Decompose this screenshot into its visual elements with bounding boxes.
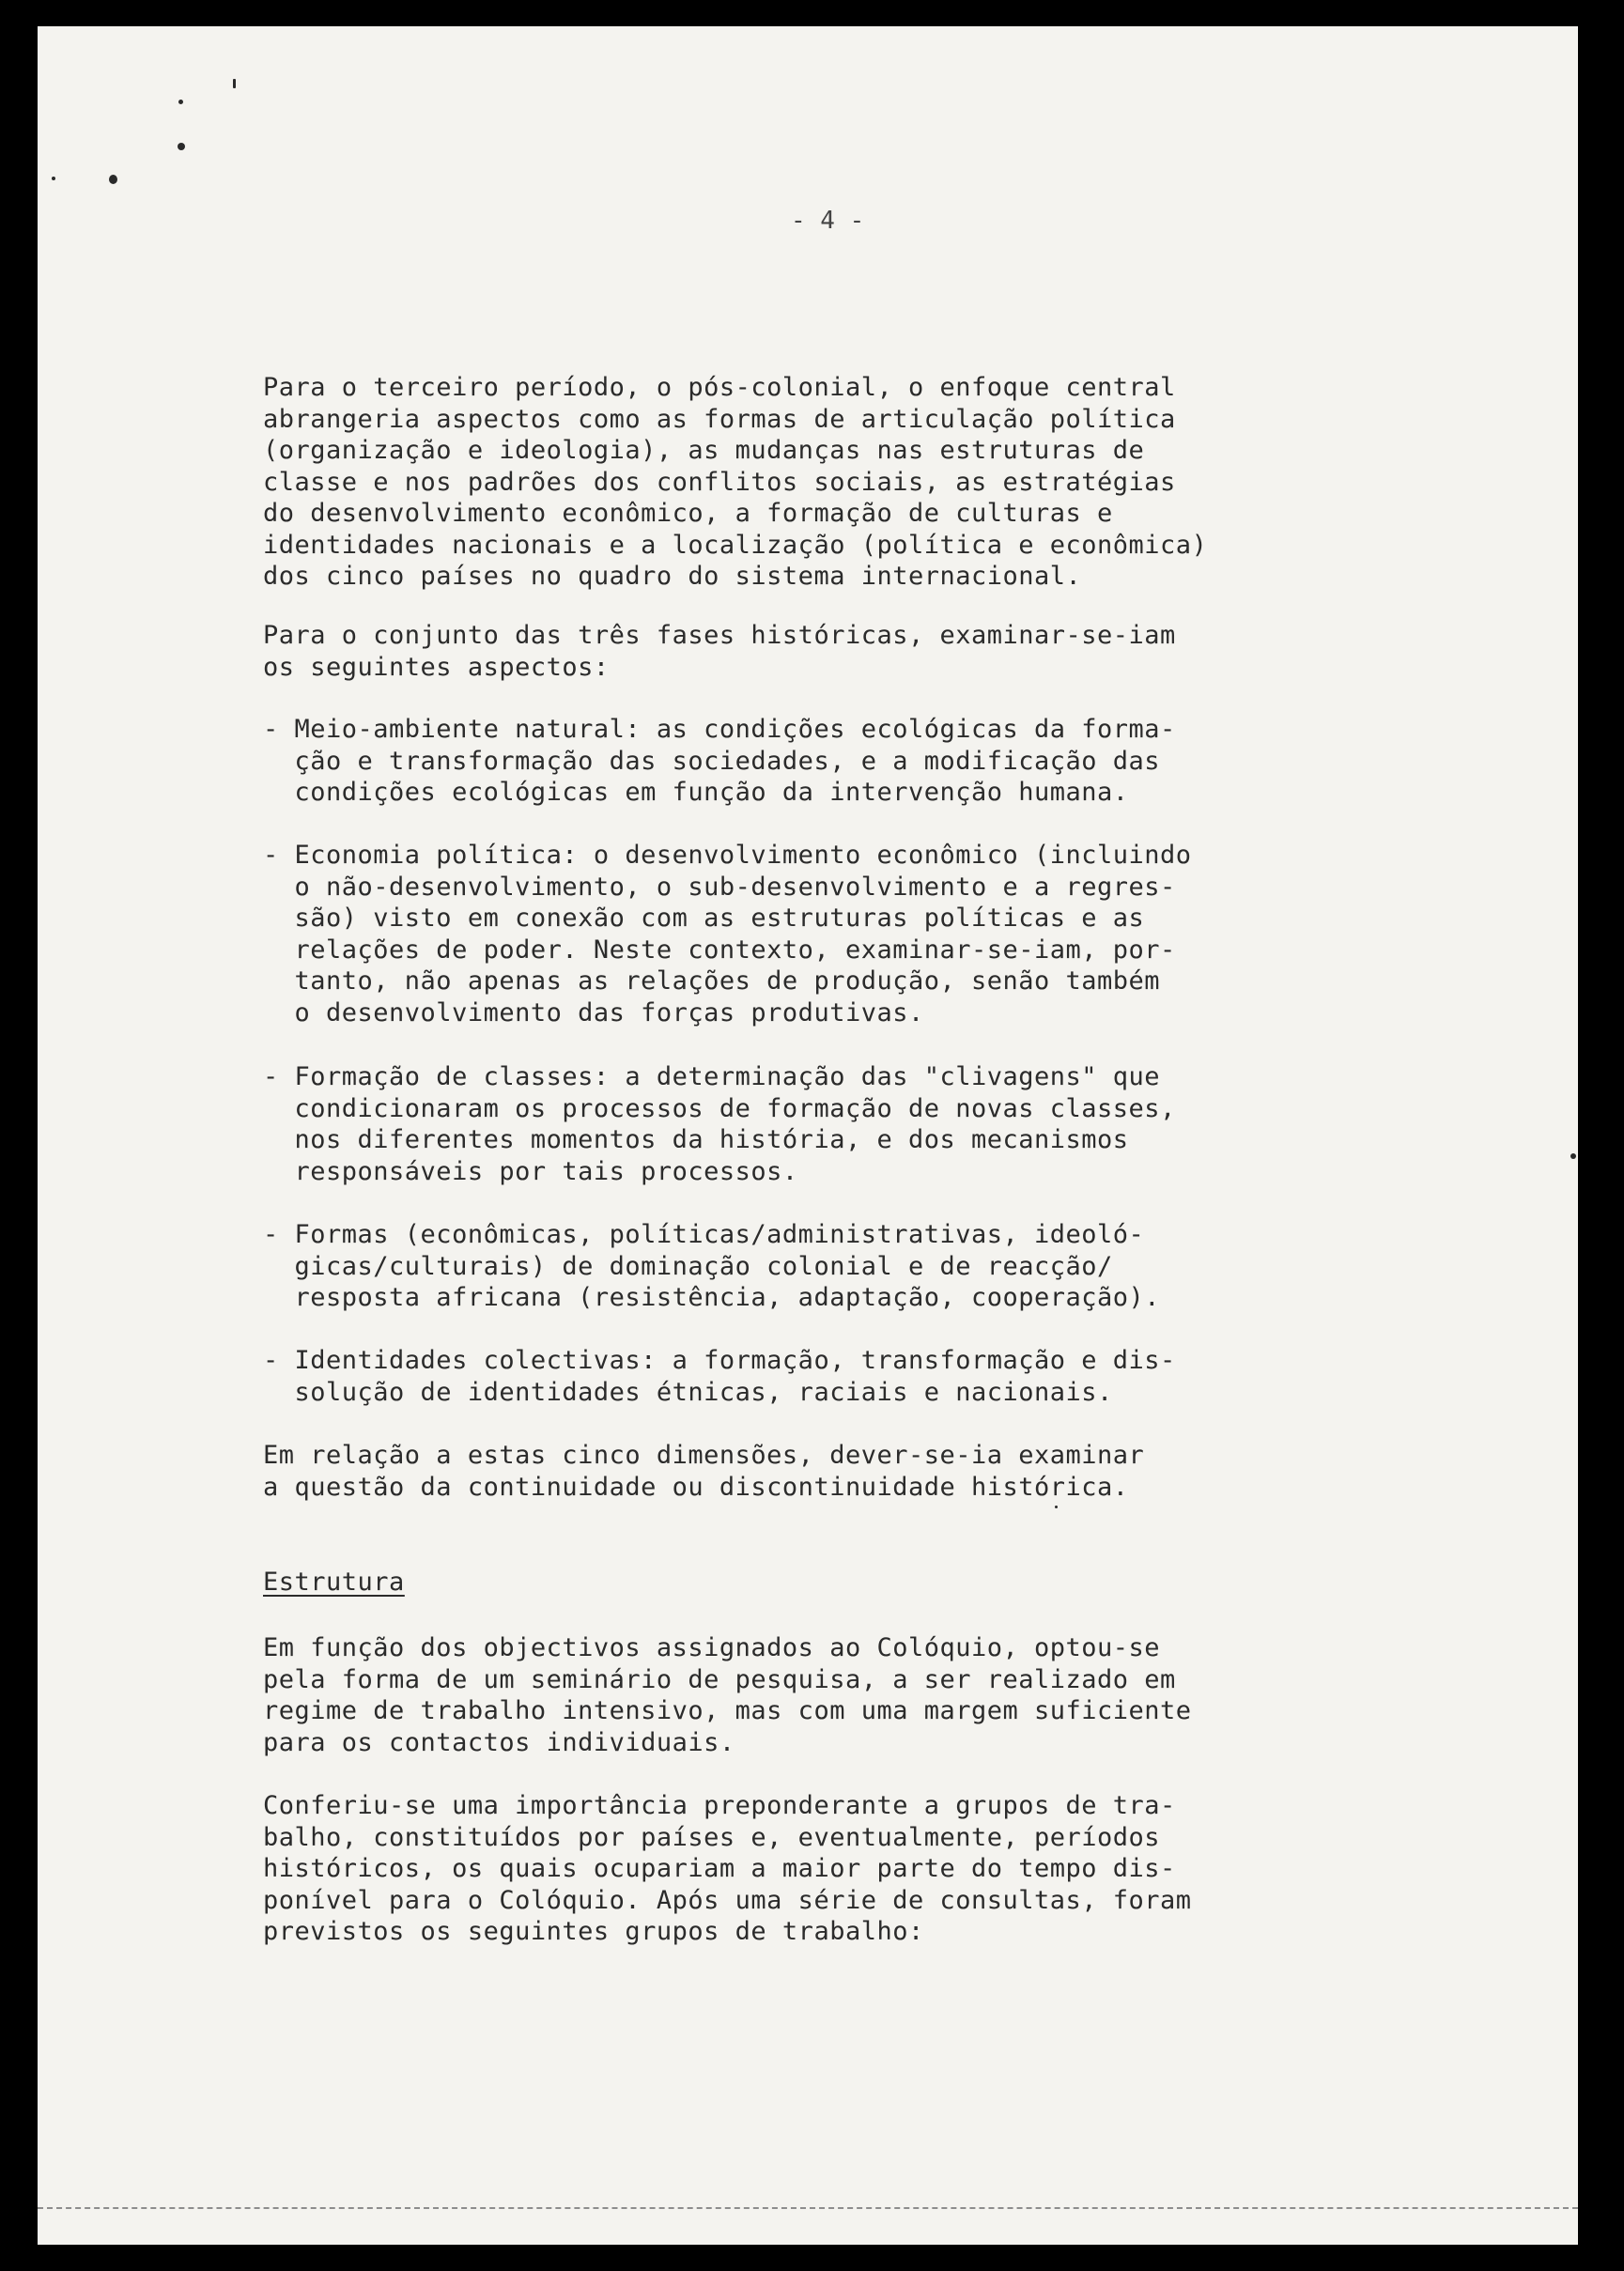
text-line: previstos os seguintes grupos de trabalho: — [263, 1917, 924, 1946]
text-line: condições ecológicas em função da intervenção humana. — [263, 778, 1129, 807]
text-line: Para o conjunto das três fases históricas, examinar-se-iam — [263, 621, 1176, 650]
text-line: - Formas (econômicas, políticas/administrativas, ideoló- — [263, 1220, 1145, 1249]
section-heading: Estrutura — [263, 1568, 405, 1597]
text-line: solução de identidades étnicas, raciais e nacionais. — [263, 1377, 1113, 1407]
text-line: pela forma de um seminário de pesquisa, a ser realizado em — [263, 1664, 1176, 1694]
text-line: ponível para o Colóquio. Após uma série de consultas, foram — [263, 1885, 1192, 1915]
text-line: balho, constituídos por países e, eventualmente, períodos — [263, 1822, 1161, 1852]
text-line: Em função dos objectivos assignados ao Colóquio, optou-se — [263, 1633, 1161, 1662]
scan-speck — [178, 100, 183, 104]
text-line: ção e transformação das sociedades, e a modificação das — [263, 746, 1161, 776]
text-line: nos diferentes momentos da história, e dos mecanismos — [263, 1125, 1129, 1154]
text-line: do desenvolvimento econômico, a formação de culturas e — [263, 499, 1113, 528]
text-line: abrangeria aspectos como as formas de articulação política — [263, 404, 1176, 434]
text-line: dos cinco países no quadro do sistema internacional. — [263, 562, 1082, 591]
text-line: condicionaram os processos de formação de novas classes, — [263, 1093, 1176, 1123]
text-line: Em relação a estas cinco dimensões, dever-se-ia examinar — [263, 1441, 1145, 1470]
text-line: Para o terceiro período, o pós-colonial, o enfoque central — [263, 373, 1176, 402]
scan-speck — [1570, 1153, 1576, 1159]
scan-speck — [178, 143, 185, 150]
text-line: históricos, os quais ocupariam a maior parte do tempo dis- — [263, 1854, 1176, 1883]
text-line: classe e nos padrões dos conflitos sociais, as estratégias — [263, 467, 1176, 497]
text-line: resposta africana (resistência, adaptação, cooperação). — [263, 1283, 1161, 1312]
text-line: são) visto em conexão com as estruturas políticas e as — [263, 904, 1145, 933]
text-line: - Identidades colectivas: a formação, transformação e dis- — [263, 1346, 1176, 1375]
text-line: responsáveis por tais processos. — [263, 1156, 798, 1186]
text-line: para os contactos individuais. — [263, 1727, 735, 1757]
scan-speck — [1055, 1506, 1058, 1508]
text-line: - Economia política: o desenvolvimento econômico (incluindo — [263, 841, 1192, 870]
scan-speck — [109, 175, 117, 184]
text-line: os seguintes aspectos: — [263, 652, 610, 682]
scan-bottom-rule — [38, 2207, 1578, 2209]
text-line: regime de trabalho intensivo, mas com uma margem suficiente — [263, 1696, 1192, 1725]
text-line: identidades nacionais e a localização (política e econômica) — [263, 530, 1208, 560]
text-line: a questão da continuidade ou discontinuidade histórica. — [263, 1472, 1129, 1502]
text-line: relações de poder. Neste contexto, examinar-se-iam, por- — [263, 935, 1176, 965]
text-line: Conferiu-se uma importância preponderante a grupos de tra- — [263, 1791, 1176, 1820]
text-line: o não-desenvolvimento, o sub-desenvolvimento e a regres- — [263, 872, 1176, 902]
page-number: - 4 - — [791, 207, 865, 235]
scan-speck — [52, 177, 55, 180]
text-line: - Formação de classes: a determinação das "clivagens" que — [263, 1062, 1161, 1091]
text-line: (organização e ideologia), as mudanças nas estruturas de — [263, 436, 1145, 465]
scan-speck — [233, 79, 236, 88]
text-line: gicas/culturais) de dominação colonial e de reacção/ — [263, 1251, 1113, 1281]
text-line: o desenvolvimento das forças produtivas. — [263, 997, 924, 1027]
text-line: tanto, não apenas as relações de produção, senão também — [263, 966, 1161, 996]
text-line: - Meio-ambiente natural: as condições ecológicas da forma- — [263, 715, 1176, 744]
document-page — [38, 26, 1578, 2245]
